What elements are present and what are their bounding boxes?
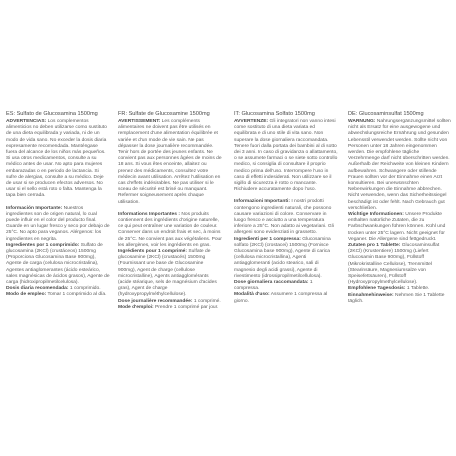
use-line [118,305,222,311]
dose-label: Dose journalière recommandée: [118,298,193,304]
use-text: Tomar 1 comprimido al día. [47,292,107,298]
info-paragraph [234,199,338,236]
ingredients-text: Sulfato de glucosamina (2KCl) (crustáceos) 1500mg (Proporciona Glucosamina Base 900mg), Agente de carga (celulosa microcristalina), Agentes antiaglomerantes (ácido esteárico, sales magnésicas de ácidos grasos), Agente de carga (hidroxipropilmetilcelulosa). [6,242,110,286]
warning-label: AVVERTENZE: [234,119,269,124]
warning-text: Gli integratori non vanno intesi come sostituto di una dieta variata ed equilibrata e di uno stile di vita sano. Non superare la dose giornaliera raccomandata. Tenere fuori dalla portata dei bambini al di sotto dei 3 anni. In caso di gravidanza o allattamento, o se assumete farmaci o se siete sotto controllo medico, si consiglia di consultare il proprio medico prima dell'uso. Interrompere l'uso in caso di effetti indesiderati. Non utilizzare se il sigillo di sicurezza è rotto o mancante. Richiudere accuratamente dopo l'uso. [234,119,338,193]
column-spanish [6,111,110,339]
ingredients-label: Ingrédients pour 1 comprimé: [118,249,188,255]
ingredients-text: Sulfate de glucosamine (2KCl) (crustacés) 1500mg (Fournissant une base de Glucosamine 900mg), Agent de charge (cellulose microcristalline), Agents antiagglomérants (acide stéarique, sels de magnésium d'acides gras), Agent de charge (hydroxypropylméthylcellulose). [118,249,217,298]
column-heading: FR: Sulfate de Glucosamine 1500mg [118,111,210,117]
dose-line [234,280,338,292]
warning-paragraph [348,119,452,212]
info-text: Nuestros ingredientes son de origen natural, lo cual puede influir en el color del producto final. Guarde en un lugar fresco y seco por debajo de 25°C. No apto para veganos. Alérgenos: los ingredientes en negrita. [6,205,110,242]
ingredients-label: Ingredienti per 1 compressa: [234,236,301,242]
warning-paragraph [6,119,110,200]
dose-label: Empfohlene Tagesdosis: [348,286,406,292]
ingredients-paragraph [348,243,452,286]
info-paragraph [118,212,222,249]
column-italian [234,111,338,339]
ingredients-label: Ingredientes por 1 comprimido: [6,242,80,248]
use-label: Einnahmehinweise: [348,292,394,298]
warning-text: Les compléments alimentaires ne doivent pas être utilisés en remplacement d'une alimentation équilibrée et variée et d'un mode de vie sain. Ne pas dépasser la dose journalière recommandée. Tenir hors de portée des jeunes enfants. Ne convient pas aux personnes âgées de moins de 18 ans. Si vous êtes enceinte, allaitez ou prenez des médicaments, consultez votre médecin avant utilisation. Arrêtez l'utilisation en cas d'effets indésirables. Ne pas utiliser si le sceau de sécurité est brisé ou manquant. Refermer soigneusement après chaque utilisation. [118,119,222,205]
info-text: Nos produits contiennent des ingrédients d'origine naturelle, ce qui peut entraîner une variation de couleur. Conserver dans un endroit frais et sec, à moins de 25°C. Ne convient pas aux végétaliens. Pour les allergènes, voir les ingrédients en gras. [118,211,222,248]
warning-label: ADVERTENCIAS: [6,119,47,124]
warning-paragraph [234,119,338,193]
ingredients-label: Zutaten pro 1 Tablette: [348,243,401,249]
info-label: Informations Importantes : [118,211,180,217]
use-text: Nehmen Sie 1 Tablette täglich. [348,292,445,304]
warning-text: Los complementos alimenticios no deben utilizarse como sustituto de una dieta equilibrada y variada, ni de un modo de vida sano. No exceder la dosis diaria expresamente recomendada. Manténgase fuera del alcance de los niños más pequeños. Si usa otros medicamentos, consulte a su médico antes de usar. No apto para mujeres embarazadas o en periodo de lactancia. Si sufre de alergias, consulte a su médico. Deje de usar si se producen efectos adversos. No usar si el sello está roto o falta. Mantenga la tapa bien cerrada. [6,119,107,199]
dose-text: 1 compressa. [234,280,313,292]
warning-label: AVERTISSEMENT: [118,119,161,124]
use-label: Modo de empleo: [6,292,47,298]
column-german [348,111,452,339]
info-label: Wichtige Informationen: [348,212,404,218]
warning-text: Nahrungsergänzungsmittel sollten nicht als Ersatz für eine ausgewogene und abwechslungsreiche Ernährung und gesunden Lebensstil verwendet werden. Sollte nicht von Personen unter 18 Jahren eingenommen werden. Die empfohlene tägliche Verzehrmenge darf nicht überschritten werden. Außerhalb der Reichweite von kleinen Kindern aufbewahren. Schwangere oder stillende Frauen sollten vor der Einnahme einen Arzt konsultieren. Bei unerwünschten Nebenwirkungen die Einnahme abbrechen. Nicht verwenden, wenn das Sicherheitssiegel beschädigt ist oder fehlt. Nach Gebrauch gut verschließen. [348,119,451,211]
dose-label: Dose giornaliera raccomandata: [234,280,309,286]
warning-paragraph [118,119,222,206]
use-text: Prendre 1 comprimé par jour. [155,304,219,310]
info-text: Unsere Produkte enthalten natürliche Zutaten, die zu Farbschwankungen führen können. Kühl und trocken unter 25°C lagern. Nicht geeignet für Veganer. Die Allergene sind fettgedruckt. [348,212,446,242]
use-label: Modalità d'uso: [234,292,270,298]
column-heading: DE: Glucosaminsulfat 1500mg [348,111,424,117]
info-label: Información Importante: [6,205,63,211]
info-paragraph [348,212,452,243]
column-french [118,111,222,339]
info-text: I nostri prodotti contengono ingredienti naturali, che possono causare variazioni di colore. Conservare in luogo fresco e asciutto a una temperatura inferiore a 25°C. Non adatto ai vegetariani. Gli allergeni sono evidenziati in grassetto. [234,199,334,236]
dose-label: Dosis diaria recomendada: [6,286,69,292]
dose-text: 1 Tablette. [406,286,430,292]
dose-text: 1 comprimé. [193,298,221,304]
ingredients-paragraph [234,237,338,280]
use-label: Mode d'emploi: [118,304,154,310]
column-heading: IT: Glucosamina Solfato 1500mg [234,111,315,117]
info-label: Informazioni Importanti: [234,199,290,205]
ingredients-paragraph [6,243,110,286]
ingredients-text: Glucosamina solfato (2KCl) (crostacei) 1500mg (Fornisce Glucosamina base 900mg), Agente di carica (cellulosa microcristallina), Agenti antiagglomeranti (acido stearico, sali di magnesio degli acidi grassi), Agente di rivestimento (idrossipropilmetilcellulosa). [234,236,331,279]
use-text: Assumere 1 compressa al giorno. [234,292,328,304]
ingredients-text: Glucosaminsulfat (2KCl) (Krustentiere) 1500mg (Liefert Glucosamin Base 900mg), Füllstoff (Mikrokristalline Cellulose), Trennmittel (Stearinsäure, Magnesiumsalze von Speisefettsäuren), Füllstoff (Hydroxypropylmethylcellulose). [348,243,440,286]
use-line [234,292,338,304]
use-line [6,292,110,298]
column-heading: ES: Sulfato de Glucosamina 1500mg [6,111,98,117]
info-paragraph [6,206,110,243]
dose-text: 1 comprimido. [69,286,101,292]
ingredients-paragraph [118,249,222,299]
use-line [348,293,452,305]
warning-label: WARNUNG: [348,119,376,124]
